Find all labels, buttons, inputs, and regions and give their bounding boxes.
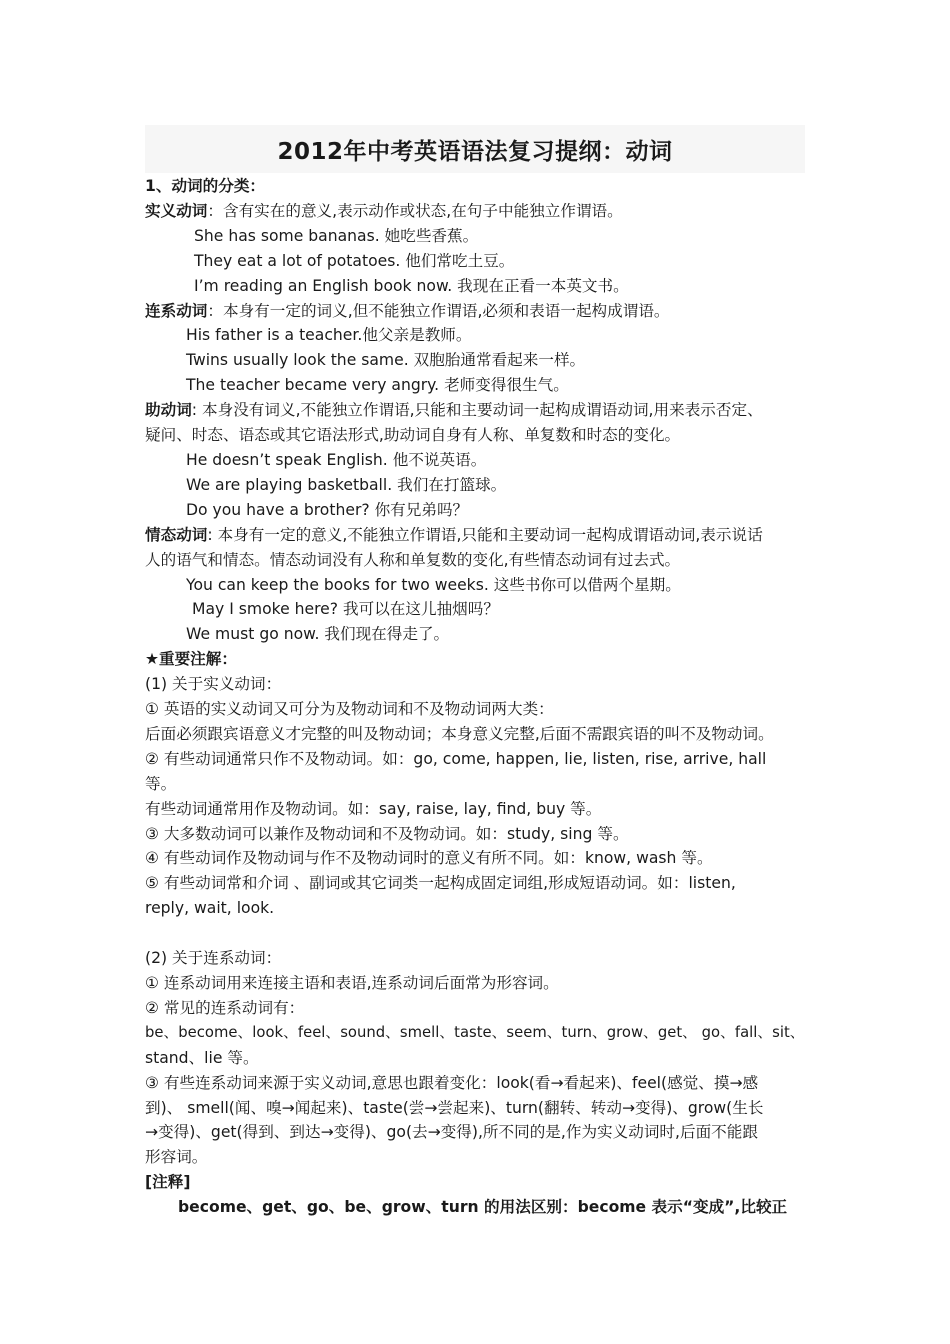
note-line: ③ 大多数动词可以兼作及物动词和不及物动词。如：study, sing 等。 [145,824,629,843]
example-line: We are playing basketball. 我们在打篮球。 [186,475,507,494]
note-line: ⑤ 有些动词常和介词 、副词或其它词类一起构成固定词组,形成短语动词。如：listen, [145,874,736,893]
subsection-heading: (2) 关于连系动词： [145,949,282,968]
example-line: His father is a teacher.他父亲是教师。 [186,326,472,345]
note-line: →变得)、get(得到、到达→变得)、go(去→变得),所不同的是,作为实义动词时,后面不能跟 [145,1123,758,1142]
note-line: 到)、 smell(闻、嗅→闻起来)、taste(尝→尝起来)、turn(翻转、转动→变得)、grow(生长 [145,1098,764,1117]
note-line: be、become、look、feel、sound、smell、taste、seem、turn、grow、get、 go、fall、sit、 [145,1023,805,1041]
example-line: May I smoke here? 我可以在这儿抽烟吗？ [192,600,499,619]
note-line: 后面必须跟宾语意义才完整的叫及物动词；本身意义完整,后面不需跟宾语的叫不及物动词。 [145,724,774,743]
subsection-heading: (1) 关于实义动词： [145,675,282,694]
note-line: reply, wait, look. [145,899,275,918]
section-heading-classification: 1、动词的分类： [145,177,266,195]
example-line: The teacher became very angry. 老师变得很生气。 [186,376,569,395]
page-title: 2012年中考英语语法复习提纲：动词 [277,138,673,165]
definition-continuation: 人的语气和情态。情态动词没有人称和单复数的变化,有些情态动词有过去式。 [145,550,681,569]
term-definition: ：含有实在的意义,表示动作或状态,在句子中能独立作谓语。 [207,201,623,220]
note-line: ① 连系动词用来连接主语和表语,连系动词后面常为形容词。 [145,973,559,992]
term-definition: ：本身有一定的词义,但不能独立作谓语,必须和表语一起构成谓语。 [207,301,670,320]
definition-continuation: 疑问、时态、语态或其它语法形式,助动词自身有人称、单复数和时态的变化。 [145,426,681,445]
note-line: stand、lie 等。 [145,1048,259,1067]
title-band [145,125,805,173]
notes-heading: ★重要注解： [145,650,237,669]
note-line: 等。 [145,774,177,793]
definition-notional-verb [145,199,807,224]
note-line: ③ 有些连系动词来源于实义动词,意思也跟着变化：look(看→看起来)、feel(感觉、摸→感 [145,1073,759,1092]
note-line: 形容词。 [145,1148,208,1167]
note-line: ① 英语的实义动词又可分为及物动词和不及物动词两大类： [145,700,554,719]
example-line: Twins usually look the same. 双胞胎通常看起来一样。 [186,351,586,370]
example-line: Do you have a brother? 你有兄弟吗？ [186,500,469,519]
note-line: ② 常见的连系动词有： [145,998,305,1017]
example-line: You can keep the books for two weeks. 这些书你可以借两个星期。 [186,575,681,594]
note-line: 有些动词通常用作及物动词。如：say, raise, lay, find, buy 等。 [145,799,602,818]
example-line: They eat a lot of potatoes. 他们常吃土豆。 [194,251,515,270]
definition-auxiliary-verb [145,398,807,423]
term-definition: : 本身没有词义,不能独立作谓语,只能和主要动词一起构成谓语动词,用来表示否定、 [191,401,763,420]
term-label: 情态动词 [145,525,208,544]
term-label: 实义动词 [145,201,208,220]
annotation-line: become、get、go、be、grow、turn 的用法区别：become 表示“变成”,比较正 [178,1198,788,1217]
annotation-label: [注释] [145,1173,191,1192]
definition-linking-verb [145,299,807,324]
example-line: I’m reading an English book now. 我现在正看一本英文书。 [194,276,629,295]
note-line: ② 有些动词通常只作不及物动词。如：go, come, happen, lie, listen, rise, arrive, hall [145,749,767,768]
document-body [145,174,807,1220]
note-line: ④ 有些动词作及物动词与作不及物动词时的意义有所不同。如：know, wash 等。 [145,849,713,868]
term-label: 助动词 [145,401,192,420]
blank-line [145,921,807,946]
definition-modal-verb [145,523,807,548]
term-label: 连系动词 [145,301,208,320]
example-line: He doesn’t speak English. 他不说英语。 [186,450,487,469]
example-line: She has some bananas. 她吃些香蕉。 [194,226,479,245]
term-definition: : 本身有一定的意义,不能独立作谓语,只能和主要动词一起构成谓语动词,表示说话 [207,525,763,544]
example-line: We must go now. 我们现在得走了。 [186,625,450,644]
